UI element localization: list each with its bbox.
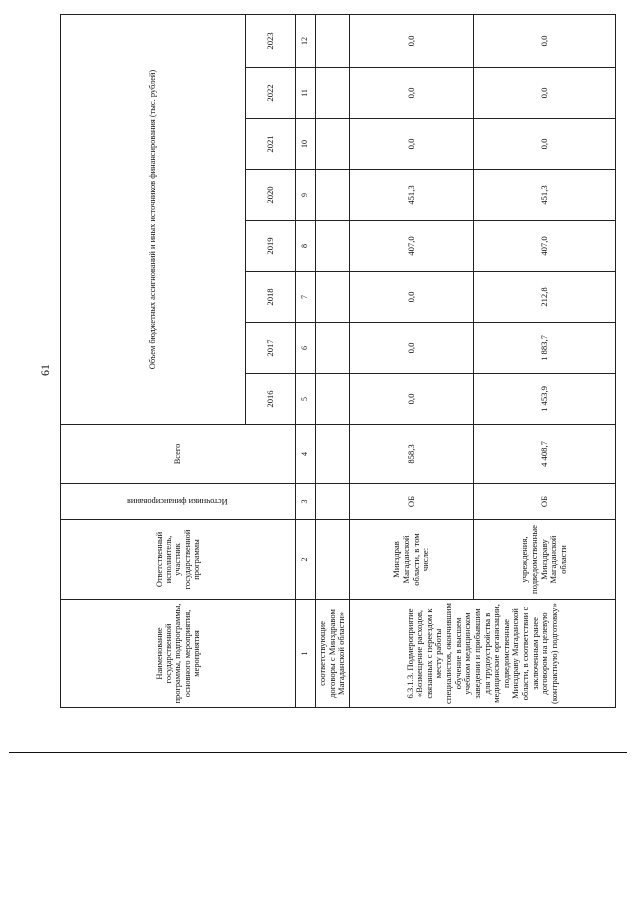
row-value: 0,0 bbox=[350, 323, 474, 374]
column-number: 6 bbox=[296, 323, 316, 374]
column-number: 9 bbox=[296, 170, 316, 221]
row-value: 407,0 bbox=[474, 221, 616, 272]
row-value: 1 453,9 bbox=[474, 374, 616, 425]
row-value: 0,0 bbox=[474, 119, 616, 170]
row-value: 451,3 bbox=[474, 170, 616, 221]
row-value bbox=[316, 170, 350, 221]
row-executor bbox=[316, 520, 350, 600]
row-value: 1 883,7 bbox=[474, 323, 616, 374]
column-number: 2 bbox=[296, 520, 316, 600]
header-executor: Ответственный исполнитель, участник государственной программы bbox=[61, 520, 296, 600]
column-number: 1 bbox=[296, 600, 316, 708]
column-number: 12 bbox=[296, 14, 316, 67]
row-total bbox=[316, 425, 350, 484]
row-value: 0,0 bbox=[350, 272, 474, 323]
header-year: 2017 bbox=[246, 323, 296, 374]
row-value bbox=[316, 323, 350, 374]
row-executor: учреждения, подведомственные Минздраву Магаданской области bbox=[474, 520, 616, 600]
rotated-table-container bbox=[60, 15, 616, 708]
column-number: 10 bbox=[296, 119, 316, 170]
row-total: 858,3 bbox=[350, 425, 474, 484]
row-name: соответствующие договоры с Минздравом Магаданской области» bbox=[316, 600, 350, 708]
row-total: 4 408,7 bbox=[474, 425, 616, 484]
header-year: 2016 bbox=[246, 374, 296, 425]
row-value bbox=[316, 272, 350, 323]
column-number: 11 bbox=[296, 68, 316, 119]
page-number: 61 bbox=[38, 364, 52, 376]
row-value bbox=[316, 14, 350, 67]
row-value bbox=[316, 374, 350, 425]
row-name: 6.3.1.3. Подмероприятие «Возмещение расходов, связанных с переездом к месту работы специалистов, окончившим обучение в высшем учебном медицинском заведении и прибывшим для трудоустройства в медицинские организации, подведомственные Минздраву Магаданской области, в соответствии с заключенным ранее договором на целевую (контрактную) подготовку» bbox=[350, 600, 616, 708]
header-year: 2018 bbox=[246, 272, 296, 323]
table-row bbox=[350, 14, 474, 707]
header-source: Источники финансирования bbox=[61, 484, 296, 520]
column-number: 5 bbox=[296, 374, 316, 425]
financing-table bbox=[60, 14, 616, 708]
header-year: 2022 bbox=[246, 68, 296, 119]
header-name: Наименование государственной программы, подпрограммы, основного мероприятия, мероприятия bbox=[61, 600, 296, 708]
row-value bbox=[316, 221, 350, 272]
column-number: 7 bbox=[296, 272, 316, 323]
column-number: 8 bbox=[296, 221, 316, 272]
table-row bbox=[316, 14, 350, 707]
header-year: 2021 bbox=[246, 119, 296, 170]
row-value: 407,0 bbox=[350, 221, 474, 272]
row-value: 212,8 bbox=[474, 272, 616, 323]
header-year: 2023 bbox=[246, 14, 296, 67]
row-value bbox=[316, 119, 350, 170]
row-value: 0,0 bbox=[350, 14, 474, 67]
page-divider bbox=[9, 752, 627, 753]
row-value: 451,3 bbox=[350, 170, 474, 221]
row-value bbox=[316, 68, 350, 119]
header-year: 2020 bbox=[246, 170, 296, 221]
row-value: 0,0 bbox=[350, 374, 474, 425]
row-executor: Минздрав Магаданской области, в том числе: bbox=[350, 520, 474, 600]
column-number: 4 bbox=[296, 425, 316, 484]
row-source: ОБ bbox=[350, 484, 474, 520]
header-year: 2019 bbox=[246, 221, 296, 272]
header-total: Всего bbox=[61, 425, 296, 484]
column-number: 3 bbox=[296, 484, 316, 520]
row-source bbox=[316, 484, 350, 520]
row-source: ОБ bbox=[474, 484, 616, 520]
row-value: 0,0 bbox=[474, 68, 616, 119]
header-funding-group: Объем бюджетных ассигнований и иных источников финансирования (тыс. рублей) bbox=[61, 14, 246, 424]
row-value: 0,0 bbox=[350, 119, 474, 170]
row-value: 0,0 bbox=[350, 68, 474, 119]
row-value: 0,0 bbox=[474, 14, 616, 67]
